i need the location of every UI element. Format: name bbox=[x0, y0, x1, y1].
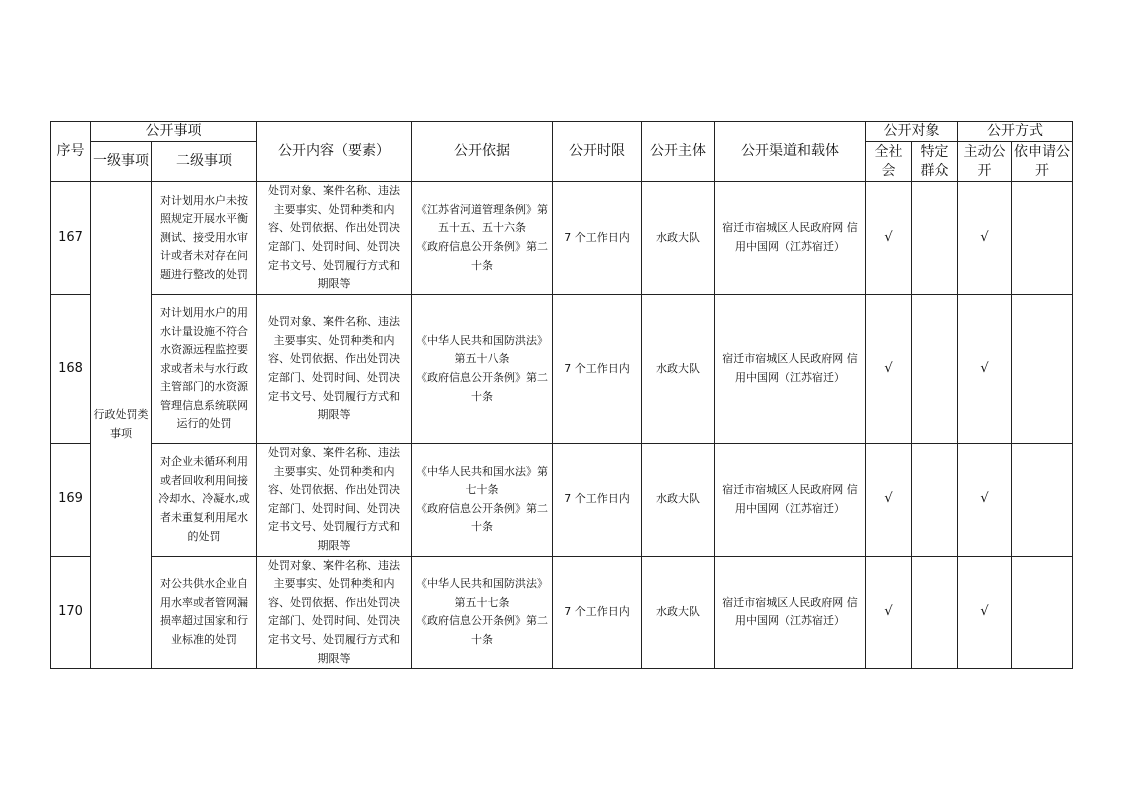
basis-law: 《江苏省河道管理条例》第五十五、五十六条 bbox=[416, 202, 548, 235]
header-channel: 公开渠道和载体 bbox=[715, 122, 866, 182]
basis-law: 《中华人民共和国防洪法》第五十八条 bbox=[416, 333, 548, 366]
disclosure-basis bbox=[412, 295, 553, 444]
method-active-check: √ bbox=[958, 556, 1012, 669]
level2-item: 对企业未循环利用或者回收利用间接冷却水、冷凝水,或者未重复利用尾水的处罚 bbox=[152, 444, 257, 557]
level2-item: 对计划用水户未按照规定开展水平衡测试、接受用水审计或者未对存在问题进行整改的处罚 bbox=[152, 182, 257, 295]
subject: 水政大队 bbox=[642, 182, 715, 295]
audience-specific-check bbox=[912, 444, 958, 557]
channel: 宿迁市宿城区人民政府网 信用中国网（江苏宿迁） bbox=[715, 444, 866, 557]
method-request-check bbox=[1012, 444, 1073, 557]
subject: 水政大队 bbox=[642, 295, 715, 444]
basis-regulation: 《政府信息公开条例》第二十条 bbox=[416, 501, 548, 534]
category-cell: 行政处罚类事项 bbox=[91, 182, 152, 669]
disclosure-content: 处罚对象、案件名称、违法主要事实、处罚种类和内容、处罚依据、作出处罚决定部门、处罚时间、处罚决定书文号、处罚履行方式和期限等 bbox=[257, 295, 412, 444]
header-method: 公开方式 bbox=[958, 122, 1073, 142]
table-row bbox=[51, 444, 1073, 557]
channel: 宿迁市宿城区人民政府网 信用中国网（江苏宿迁） bbox=[715, 182, 866, 295]
level2-item: 对公共供水企业自用水率或者管网漏损率超过国家和行业标准的处罚 bbox=[152, 556, 257, 669]
time-limit: 7 个工作日内 bbox=[553, 295, 642, 444]
subject: 水政大队 bbox=[642, 444, 715, 557]
audience-specific-check bbox=[912, 182, 958, 295]
time-limit: 7 个工作日内 bbox=[553, 182, 642, 295]
table-header bbox=[51, 122, 1073, 182]
time-limit: 7 个工作日内 bbox=[553, 444, 642, 557]
header-time-limit: 公开时限 bbox=[553, 122, 642, 182]
disclosure-table bbox=[50, 121, 1073, 669]
header-audience-specific: 特定群众 bbox=[912, 142, 958, 182]
channel: 宿迁市宿城区人民政府网 信用中国网（江苏宿迁） bbox=[715, 295, 866, 444]
disclosure-basis bbox=[412, 182, 553, 295]
method-active-check: √ bbox=[958, 444, 1012, 557]
row-number: 167 bbox=[51, 182, 91, 295]
header-audience: 公开对象 bbox=[866, 122, 958, 142]
header-public-item: 公开事项 bbox=[91, 122, 257, 142]
audience-specific-check bbox=[912, 295, 958, 444]
row-number: 169 bbox=[51, 444, 91, 557]
disclosure-table-container bbox=[50, 121, 1072, 669]
table-body bbox=[51, 182, 1073, 669]
time-limit: 7 个工作日内 bbox=[553, 556, 642, 669]
basis-law: 《中华人民共和国水法》第七十条 bbox=[416, 464, 548, 497]
disclosure-basis bbox=[412, 444, 553, 557]
audience-all-check: √ bbox=[866, 444, 912, 557]
row-number: 168 bbox=[51, 295, 91, 444]
basis-regulation: 《政府信息公开条例》第二十条 bbox=[416, 614, 548, 646]
method-request-check bbox=[1012, 556, 1073, 669]
audience-specific-check bbox=[912, 556, 958, 669]
basis-regulation: 《政府信息公开条例》第二十条 bbox=[416, 240, 548, 272]
row-number: 170 bbox=[51, 556, 91, 669]
disclosure-content: 处罚对象、案件名称、违法主要事实、处罚种类和内容、处罚依据、作出处罚决定部门、处罚时间、处罚决定书文号、处罚履行方式和期限等 bbox=[257, 556, 412, 669]
subject: 水政大队 bbox=[642, 556, 715, 669]
table-row bbox=[51, 295, 1073, 444]
method-request-check bbox=[1012, 295, 1073, 444]
method-active-check: √ bbox=[958, 182, 1012, 295]
audience-all-check: √ bbox=[866, 182, 912, 295]
disclosure-content: 处罚对象、案件名称、违法主要事实、处罚种类和内容、处罚依据、作出处罚决定部门、处罚时间、处罚决定书文号、处罚履行方式和期限等 bbox=[257, 444, 412, 557]
disclosure-content: 处罚对象、案件名称、违法主要事实、处罚种类和内容、处罚依据、作出处罚决定部门、处罚时间、处罚决定书文号、处罚履行方式和期限等 bbox=[257, 182, 412, 295]
header-level2: 二级事项 bbox=[152, 142, 257, 182]
header-subject: 公开主体 bbox=[642, 122, 715, 182]
method-request-check bbox=[1012, 182, 1073, 295]
header-level1: 一级事项 bbox=[91, 142, 152, 182]
channel: 宿迁市宿城区人民政府网 信用中国网（江苏宿迁） bbox=[715, 556, 866, 669]
header-seq: 序号 bbox=[51, 122, 91, 182]
header-method-request: 依申请公开 bbox=[1012, 142, 1073, 182]
header-content: 公开内容（要素） bbox=[257, 122, 412, 182]
audience-all-check: √ bbox=[866, 556, 912, 669]
header-method-active: 主动公开 bbox=[958, 142, 1012, 182]
basis-law: 《中华人民共和国防洪法》第五十七条 bbox=[416, 577, 548, 609]
audience-all-check: √ bbox=[866, 295, 912, 444]
basis-regulation: 《政府信息公开条例》第二十条 bbox=[416, 371, 548, 403]
table-row bbox=[51, 182, 1073, 295]
disclosure-basis bbox=[412, 556, 553, 669]
header-basis: 公开依据 bbox=[412, 122, 553, 182]
method-active-check: √ bbox=[958, 295, 1012, 444]
level2-item: 对计划用水户的用水计量设施不符合水资源远程监控要求或者未与水行政主管部门的水资源管理信息系统联网运行的处罚 bbox=[152, 295, 257, 444]
table-row bbox=[51, 556, 1073, 669]
header-audience-all: 全社会 bbox=[866, 142, 912, 182]
